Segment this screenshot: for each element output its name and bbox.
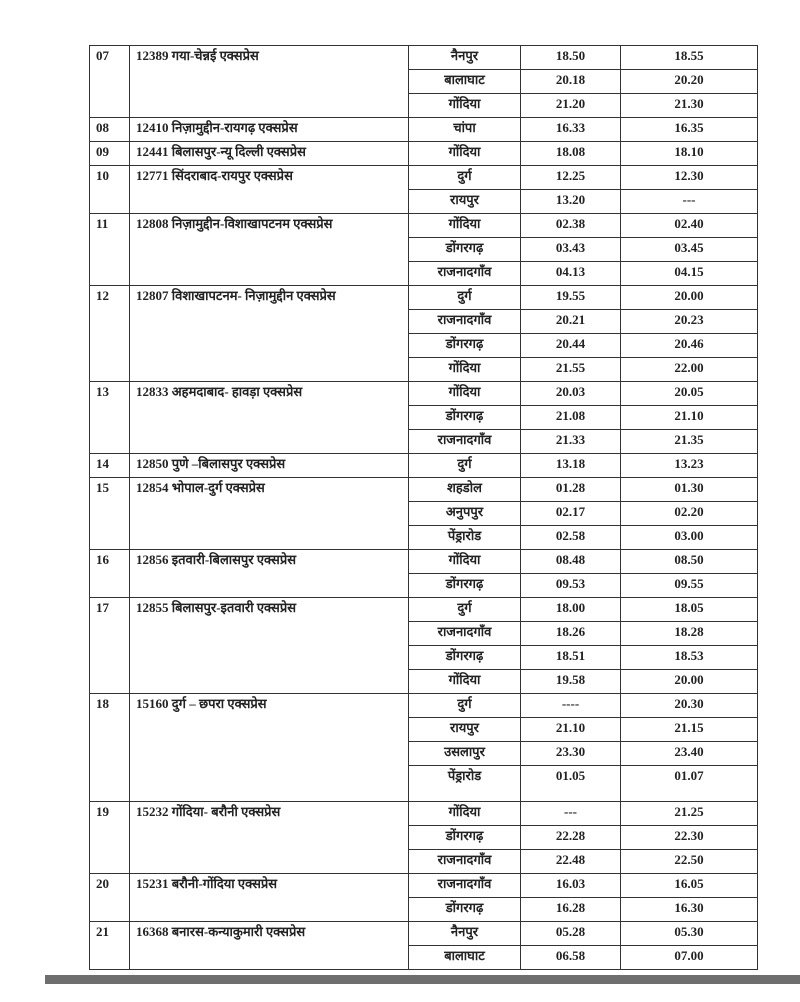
train-name: 12850 पुणे –बिलासपुर एक्सप्रेस	[130, 454, 409, 478]
table-row	[90, 142, 758, 166]
departure-time: 22.00	[621, 358, 758, 382]
station-name: डोंगरगढ़	[409, 646, 521, 670]
arrival-time: 13.20	[521, 190, 621, 214]
departure-time: 04.15	[621, 262, 758, 286]
station-name: नैनपुर	[409, 922, 521, 946]
station-name: राजनादगाँव	[409, 874, 521, 898]
table-row	[90, 550, 758, 574]
arrival-time: 23.30	[521, 742, 621, 766]
departure-time: ---	[621, 190, 758, 214]
table-row	[90, 382, 758, 406]
arrival-time: 18.51	[521, 646, 621, 670]
departure-time: 20.00	[621, 670, 758, 694]
arrival-time: ---	[521, 802, 621, 826]
arrival-time: 18.00	[521, 598, 621, 622]
arrival-time: 02.38	[521, 214, 621, 238]
departure-time: 12.30	[621, 166, 758, 190]
serial-number: 18	[90, 694, 130, 802]
station-name: राजनादगाँव	[409, 622, 521, 646]
departure-time: 20.05	[621, 382, 758, 406]
serial-number: 16	[90, 550, 130, 598]
arrival-time: 21.10	[521, 718, 621, 742]
train-name: 12441 बिलासपुर-न्यू दिल्ली एक्सप्रेस	[130, 142, 409, 166]
arrival-time: 16.33	[521, 118, 621, 142]
table-row	[90, 922, 758, 946]
serial-number: 20	[90, 874, 130, 922]
station-name: गोंदिया	[409, 358, 521, 382]
departure-time: 20.30	[621, 694, 758, 718]
station-name: डोंगरगढ़	[409, 334, 521, 358]
station-name: चांपा	[409, 118, 521, 142]
departure-time: 13.23	[621, 454, 758, 478]
station-name: उसलापुर	[409, 742, 521, 766]
departure-time: 08.50	[621, 550, 758, 574]
departure-time: 20.20	[621, 70, 758, 94]
departure-time: 09.55	[621, 574, 758, 598]
departure-time: 21.25	[621, 802, 758, 826]
station-name: दुर्ग	[409, 694, 521, 718]
station-name: डोंगरगढ़	[409, 826, 521, 850]
departure-time: 16.35	[621, 118, 758, 142]
arrival-time: 18.50	[521, 46, 621, 70]
train-name: 15232 गोंदिया- बरौनी एक्सप्रेस	[130, 802, 409, 874]
station-name: रायपुर	[409, 190, 521, 214]
departure-time: 18.55	[621, 46, 758, 70]
train-name: 15231 बरौनी-गोंदिया एक्सप्रेस	[130, 874, 409, 922]
arrival-time: 21.08	[521, 406, 621, 430]
train-name: 12807 विशाखापटनम- निज़ामुद्दीन एक्सप्रेस	[130, 286, 409, 382]
departure-time: 21.10	[621, 406, 758, 430]
departure-time: 23.40	[621, 742, 758, 766]
table-row	[90, 286, 758, 310]
departure-time: 02.20	[621, 502, 758, 526]
departure-time: 21.35	[621, 430, 758, 454]
departure-time: 16.05	[621, 874, 758, 898]
train-name: 12833 अहमदाबाद- हावड़ा एक्सप्रेस	[130, 382, 409, 454]
bottom-divider-bar	[45, 975, 800, 984]
serial-number: 19	[90, 802, 130, 874]
arrival-time: 21.55	[521, 358, 621, 382]
table-row	[90, 166, 758, 190]
station-name: डोंगरगढ़	[409, 238, 521, 262]
station-name: गोंदिया	[409, 94, 521, 118]
table-row	[90, 874, 758, 898]
train-name: 15160 दुर्ग – छपरा एक्सप्रेस	[130, 694, 409, 802]
train-name: 12410 निज़ामुद्दीन-रायगढ़ एक्सप्रेस	[130, 118, 409, 142]
departure-time: 16.30	[621, 898, 758, 922]
train-name: 12389 गया-चेन्नई एक्सप्रेस	[130, 46, 409, 118]
table-row	[90, 598, 758, 622]
arrival-time: 12.25	[521, 166, 621, 190]
departure-time: 07.00	[621, 946, 758, 970]
station-name: गोंदिया	[409, 670, 521, 694]
station-name: पेंड्रारोड	[409, 526, 521, 550]
train-name: 12771 सिंदराबाद-रायपुर एक्सप्रेस	[130, 166, 409, 214]
departure-time: 21.30	[621, 94, 758, 118]
departure-time: 22.30	[621, 826, 758, 850]
station-name: शहडोल	[409, 478, 521, 502]
serial-number: 09	[90, 142, 130, 166]
arrival-time: 18.08	[521, 142, 621, 166]
train-name: 12855 बिलासपुर-इतवारी एक्सप्रेस	[130, 598, 409, 694]
serial-number: 13	[90, 382, 130, 454]
serial-number: 15	[90, 478, 130, 550]
serial-number: 21	[90, 922, 130, 970]
departure-time: 22.50	[621, 850, 758, 874]
serial-number: 11	[90, 214, 130, 286]
station-name: राजनादगाँव	[409, 310, 521, 334]
table-row	[90, 694, 758, 718]
arrival-time: 13.18	[521, 454, 621, 478]
station-name: अनुपपुर	[409, 502, 521, 526]
arrival-time: 20.21	[521, 310, 621, 334]
departure-time: 20.23	[621, 310, 758, 334]
departure-time: 21.15	[621, 718, 758, 742]
station-name: रायपुर	[409, 718, 521, 742]
arrival-time: 05.28	[521, 922, 621, 946]
arrival-time: 06.58	[521, 946, 621, 970]
train-name: 12856 इतवारी-बिलासपुर एक्सप्रेस	[130, 550, 409, 598]
arrival-time: 08.48	[521, 550, 621, 574]
serial-number: 07	[90, 46, 130, 118]
arrival-time: 22.48	[521, 850, 621, 874]
station-name: गोंदिया	[409, 802, 521, 826]
station-name: बालाघाट	[409, 70, 521, 94]
train-name: 12854 भोपाल-दुर्ग एक्सप्रेस	[130, 478, 409, 550]
departure-time: 05.30	[621, 922, 758, 946]
arrival-time: 19.58	[521, 670, 621, 694]
station-name: दुर्ग	[409, 454, 521, 478]
arrival-time: 02.58	[521, 526, 621, 550]
departure-time: 18.53	[621, 646, 758, 670]
station-name: बालाघाट	[409, 946, 521, 970]
arrival-time: 02.17	[521, 502, 621, 526]
serial-number: 10	[90, 166, 130, 214]
station-name: दुर्ग	[409, 286, 521, 310]
departure-time: 18.05	[621, 598, 758, 622]
station-name: दुर्ग	[409, 598, 521, 622]
arrival-time: 09.53	[521, 574, 621, 598]
station-name: डोंगरगढ़	[409, 574, 521, 598]
arrival-time: 01.05	[521, 766, 621, 802]
station-name: गोंदिया	[409, 142, 521, 166]
arrival-time: 03.43	[521, 238, 621, 262]
station-name: दुर्ग	[409, 166, 521, 190]
departure-time: 20.46	[621, 334, 758, 358]
table-row	[90, 478, 758, 502]
departure-time: 02.40	[621, 214, 758, 238]
arrival-time: 01.28	[521, 478, 621, 502]
serial-number: 12	[90, 286, 130, 382]
arrival-time: 04.13	[521, 262, 621, 286]
arrival-time: 22.28	[521, 826, 621, 850]
departure-time: 18.28	[621, 622, 758, 646]
table-row	[90, 454, 758, 478]
arrival-time: 16.03	[521, 874, 621, 898]
departure-time: 03.00	[621, 526, 758, 550]
arrival-time: 19.55	[521, 286, 621, 310]
serial-number: 17	[90, 598, 130, 694]
departure-time: 20.00	[621, 286, 758, 310]
train-name: 12808 निज़ामुद्दीन-विशाखापटनम एक्सप्रेस	[130, 214, 409, 286]
arrival-time: 20.18	[521, 70, 621, 94]
station-name: राजनादगाँव	[409, 430, 521, 454]
train-schedule-table	[89, 45, 758, 970]
arrival-time: 20.44	[521, 334, 621, 358]
departure-time: 01.30	[621, 478, 758, 502]
table-row	[90, 214, 758, 238]
train-name: 16368 बनारस-कन्याकुमारी एक्सप्रेस	[130, 922, 409, 970]
station-name: गोंदिया	[409, 382, 521, 406]
table-row	[90, 118, 758, 142]
table-row	[90, 46, 758, 70]
arrival-time: 20.03	[521, 382, 621, 406]
station-name: पेंड्रारोड	[409, 766, 521, 802]
station-name: डोंगरगढ़	[409, 898, 521, 922]
station-name: राजनादगाँव	[409, 262, 521, 286]
station-name: नैनपुर	[409, 46, 521, 70]
arrival-time: ----	[521, 694, 621, 718]
serial-number: 14	[90, 454, 130, 478]
arrival-time: 16.28	[521, 898, 621, 922]
station-name: डोंगरगढ़	[409, 406, 521, 430]
arrival-time: 18.26	[521, 622, 621, 646]
arrival-time: 21.20	[521, 94, 621, 118]
station-name: गोंदिया	[409, 214, 521, 238]
departure-time: 03.45	[621, 238, 758, 262]
serial-number: 08	[90, 118, 130, 142]
table-row	[90, 802, 758, 826]
arrival-time: 21.33	[521, 430, 621, 454]
departure-time: 18.10	[621, 142, 758, 166]
station-name: राजनादगाँव	[409, 850, 521, 874]
station-name: गोंदिया	[409, 550, 521, 574]
departure-time: 01.07	[621, 766, 758, 802]
